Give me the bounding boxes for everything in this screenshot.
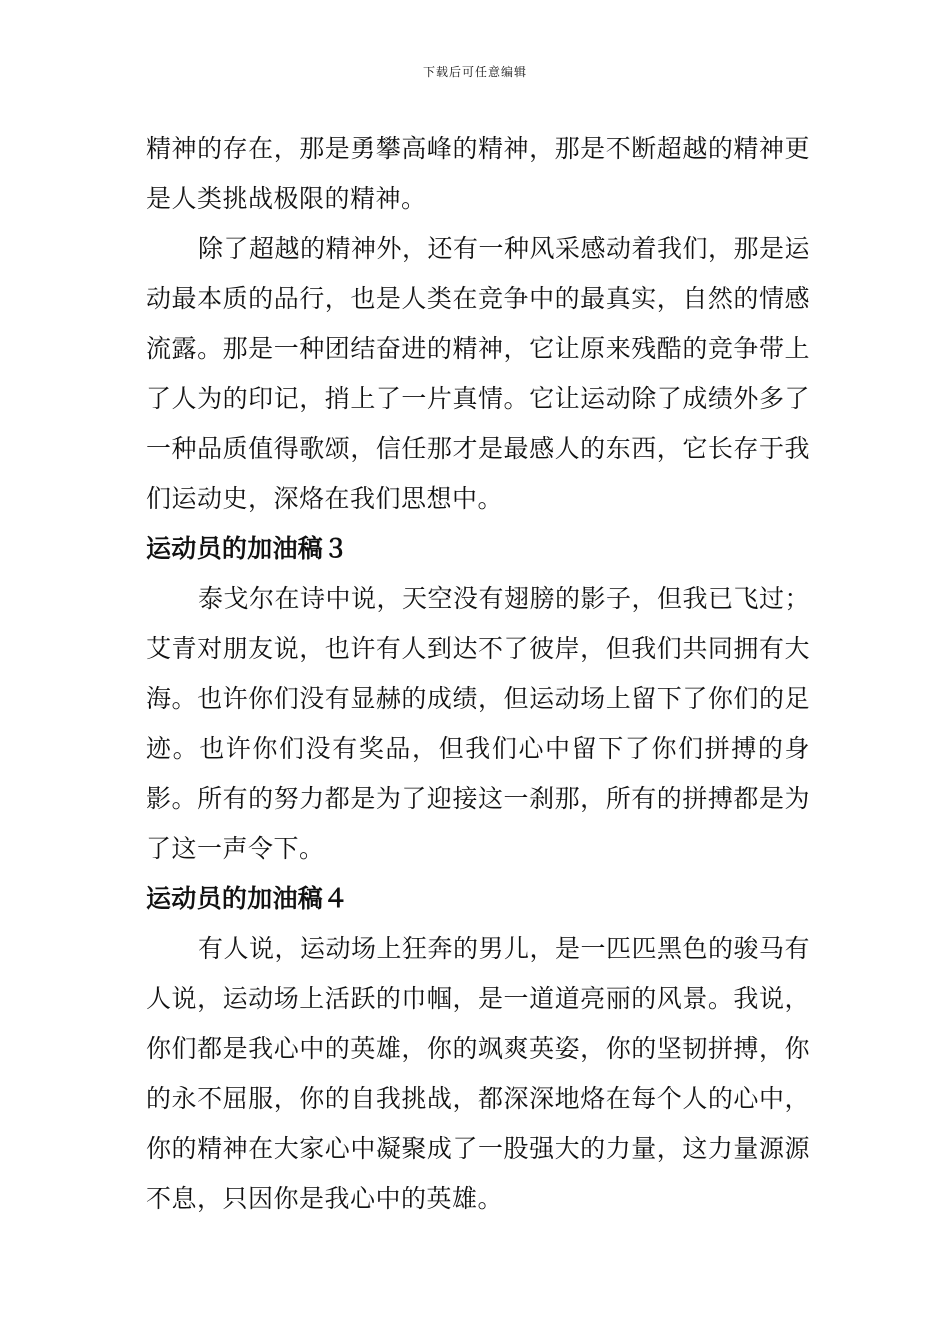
paragraph-4: 有人说，运动场上狂奔的男儿，是一匹匹黑色的骏马有人说，运动场上活跃的巾帼，是一道道亮丽的风景。我说，你们都是我心中的英雄，你的飒爽英姿，你的坚韧拼搏，你的永不屈服，你的自我挑战，都深深地烙在每个人的心中，你的精神在大家心中凝聚成了一股强大的力量，这力量源源不息，只因你是我心中的英雄。 [146,934,811,1213]
section-heading-4: 运动员的加油稿４ [146,884,349,913]
page-header: 下载后可任意编辑 [422,65,527,79]
paragraph-3: 泰戈尔在诗中说，天空没有翅膀的影子，但我已飞过；艾青对朋友说，也许有人到达不了彼岸，但我们共同拥有大海。也许你们没有显赫的成绩，但运动场上留下了你们的足迹。也许你们没有奖品，但我们心中留下了你们拼搏的身影。所有的努力都是为了迎接这一刹那，所有的拼搏都是为了这一声令下。 [146,584,811,863]
paragraph-2: 除了超越的精神外，还有一种风采感动着我们，那是运动最本质的品行，也是人类在竞争中的最真实，自然的情感流露。那是一种团结奋进的精神，它让原来残酷的竞争带上了人为的印记，捎上了一片真情。它让运动除了成绩外多了一种品质值得歌颂，信任那才是最感人的东西，它长存于我们运动史，深烙在我们思想中。 [146,234,811,513]
section-heading-3: 运动员的加油稿３ [146,534,349,563]
document-body [146,124,810,1224]
paragraph-1: 精神的存在，那是勇攀高峰的精神，那是不断超越的精神更是人类挑战极限的精神。 [146,134,810,213]
